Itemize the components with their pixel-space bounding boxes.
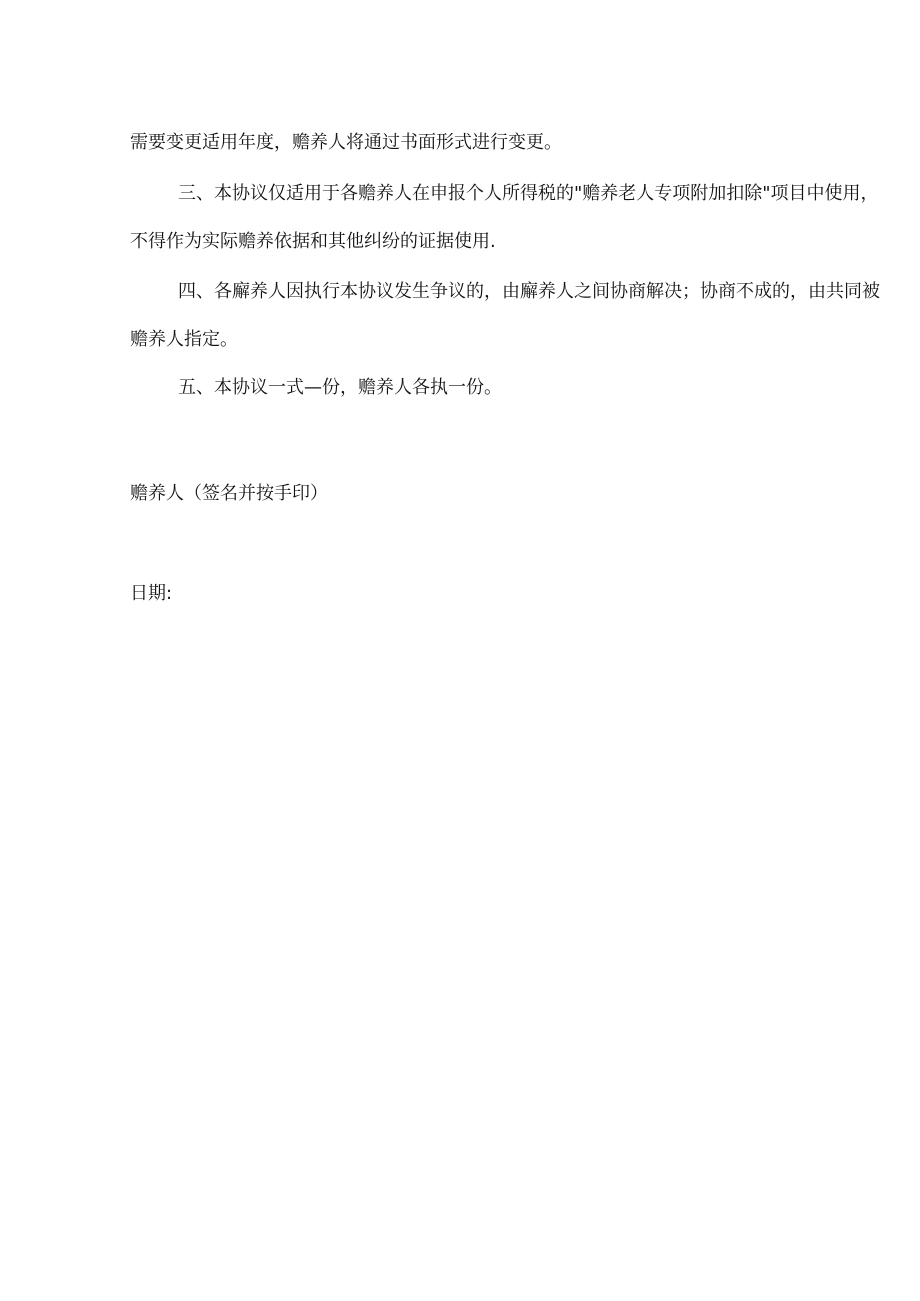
paragraph-clause-3: 三、本协议仅适用于各赡养人在申报个人所得税的"赡养老人专项附加扣除"项目中使用，不得作为实际赡养依据和其他纠纷的证据使用. [130,183,879,252]
paragraph-clause-5: 五、本协议一式—份，赡养人各执一份。 [178,377,502,398]
signature-label: 赡养人（签名并按手印） [130,483,328,504]
paragraph-continuation: 需要变更适用年度，赡养人将通过书面形式进行变更。 [130,132,562,153]
date-label: 日期: [130,583,173,604]
paragraph-clause-4: 四、各廨养人因执行本协议发生争议的，由廨养人之间协商解决；协商不成的，由共同被赡养人指定。 [130,281,880,350]
